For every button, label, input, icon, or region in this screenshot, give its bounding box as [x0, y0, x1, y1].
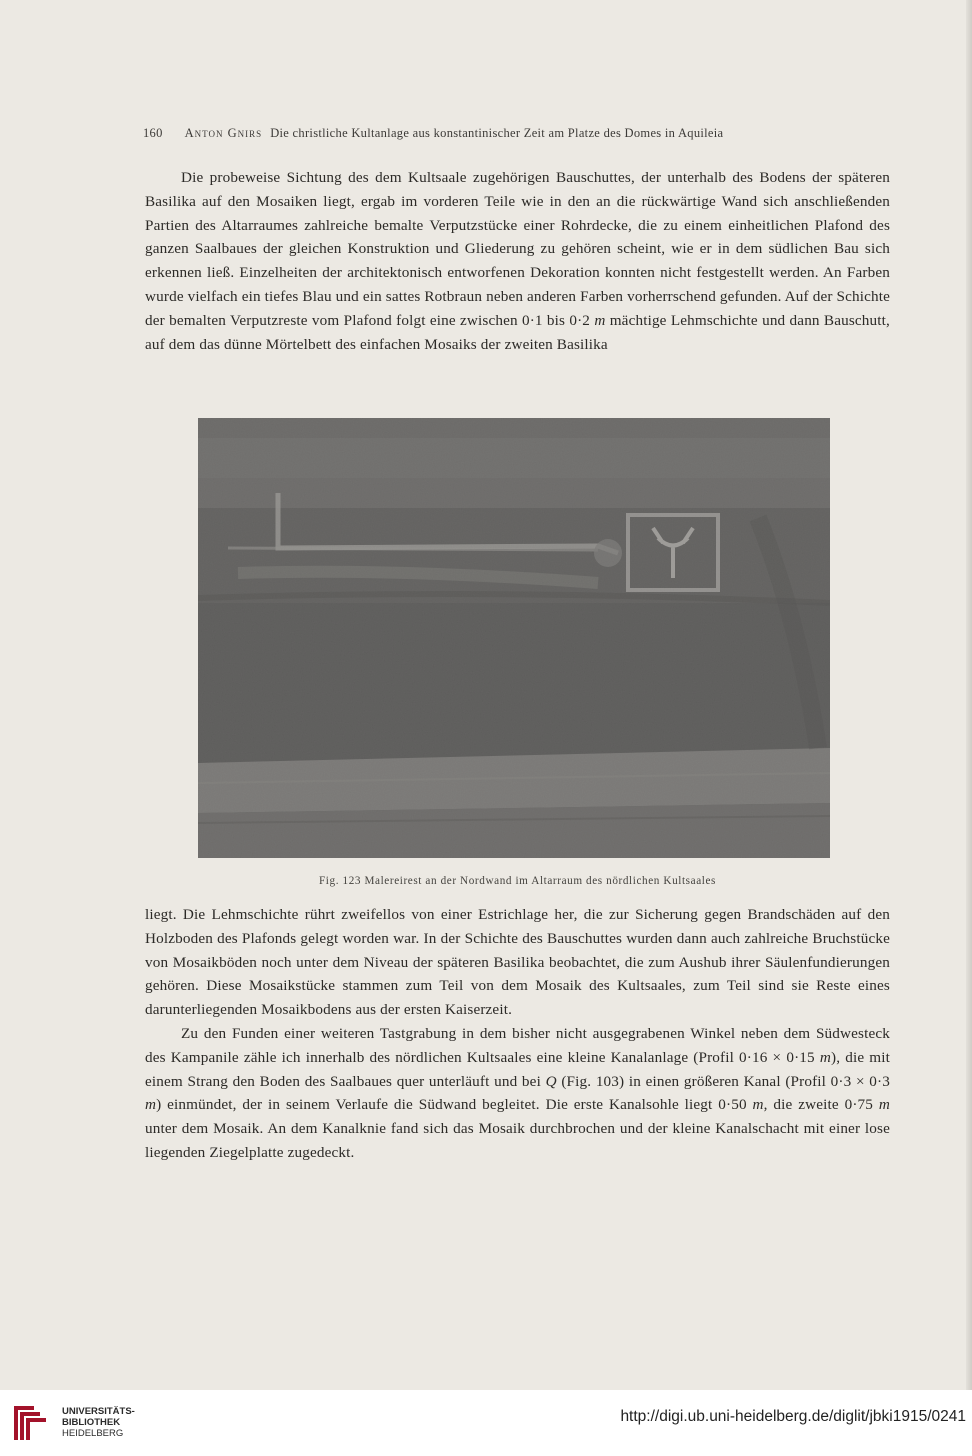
wall-painting-photo: [198, 418, 830, 858]
library-logo-icon: [10, 1400, 56, 1446]
body-text-bottom: [145, 903, 890, 1165]
permalink-url[interactable]: http://digi.ub.uni-heidelberg.de/diglit/jbki1915/0241: [620, 1408, 966, 1425]
paragraph: liegt. Die Lehmschichte rührt zweifellos von einer Estrichlage her, die zur Sicherung gegen Brandschäden auf den Holzboden des Plafonds gelegt worden war. In der Schichte des Bauschuttes wurden dann auch zahlreiche Bruchstücke von Mosaikböden noch unter dem Niveau der späteren Basilika beobachtet, die zum Aushub ihrer Säulenfundierungen gehören. Diese Mosaikstücke stammen zum Teil von dem Mosaik des Kultsaales, zum Teil sind sie Reste eines darunterliegenden Mosaikbodens aus der ersten Kaiserzeit.: [145, 906, 890, 1019]
paragraph: Die probeweise Sichtung des dem Kultsaale zugehörigen Bauschuttes, der unterhalb des Bodens der späteren Basilika auf den Mosaiken liegt, ergab im vorderen Teile wie in den an die rückwärtige Wand sich anschließenden Partien des Altarraumes zahlreiche bemalte Verputzstücke einer Rohrdecke, die zu einem einheitlichen Plafond des ganzen Saalbaues der gleichen Konstruktion und Gliederung zu gehören scheint, wie er in dem südlichen Bau sich erkennen ließ. Einzelheiten der architektonisch entworfenen Dekoration konnten nicht festgestellt werden. An Farben wurde vielfach ein tiefes Blau und ein sattes Rotbraun neben anderen Farben vorherrschend gefunden. Auf der Schichte der bemalten Verputzreste vom Plafond folgt eine zwischen 0·1 bis 0·2 m mächtige Lehmschichte und dann Bauschutt, auf dem das dünne Mörtelbett des einfachen Mosaiks der zweiten Basilika: [145, 169, 890, 353]
library-name: UNIVERSITÄTS- BIBLIOTHEK HEIDELBERG: [62, 1406, 135, 1439]
digitization-footer: [0, 1390, 972, 1456]
author-name: Anton Gnirs: [184, 126, 263, 140]
running-head: [143, 126, 863, 141]
body-text-top: [145, 166, 890, 356]
paragraph: Zu den Funden einer weiteren Tastgrabung in dem bisher nicht ausgegrabenen Winkel neben dem Südwesteck des Kampanile zähle ich innerhalb des nördlichen Kultsaales eine kleine Kanalanlage (Profil 0·16 × 0·15 m), die mit einem Strang den Boden des Saalbaues quer unterläuft und bei Q (Fig. 103) in einen größeren Kanal (Profil 0·3 × 0·3 m) einmündet, der in seinem Verlaufe die Südwand begleitet. Die erste Kanalsohle liegt 0·50 m, die zweite 0·75 m unter dem Mosaik. An dem Kanalknie fand sich das Mosaik durchbrochen und der kleine Kanalschacht mit einer lose liegenden Ziegelplatte zugedeckt.: [145, 1024, 890, 1161]
page-number: 160: [143, 126, 163, 140]
figure-caption: Fig. 123 Malereirest an der Nordwand im Altarraum des nördlichen Kultsaales: [318, 875, 716, 887]
figure-photograph: [198, 418, 830, 858]
article-title: Die christliche Kultanlage aus konstantinischer Zeit am Platze des Domes in Aquileia: [270, 126, 724, 140]
